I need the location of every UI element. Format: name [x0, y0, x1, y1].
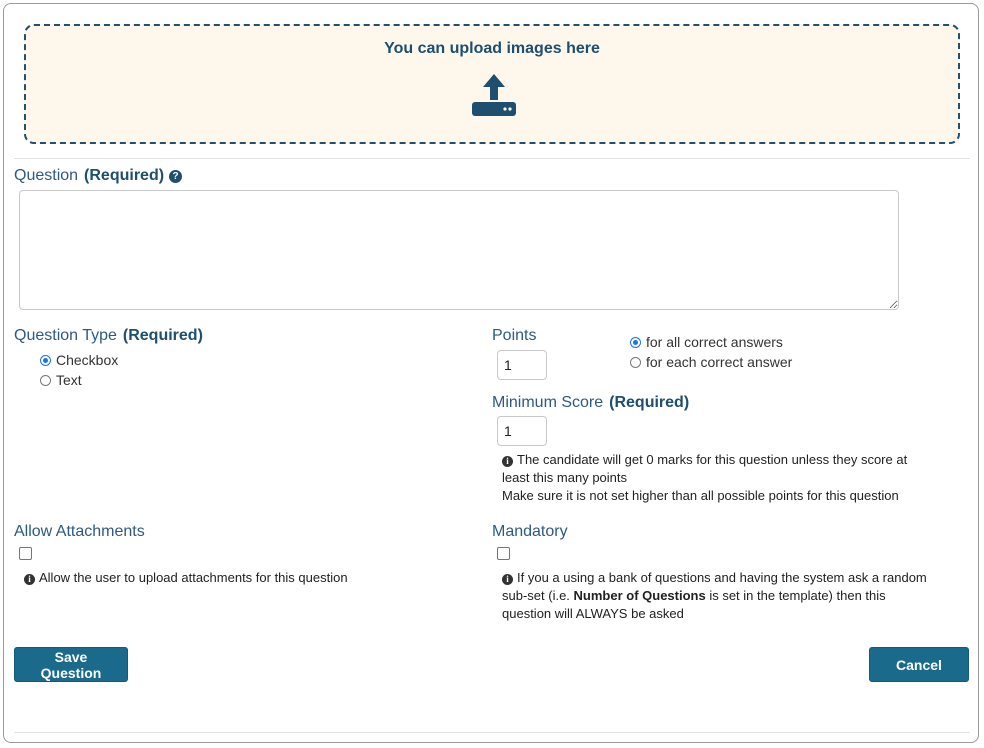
- question-type-option-checkbox[interactable]: [40, 352, 118, 368]
- required-marker: (Required): [84, 167, 165, 184]
- radio-button-checkbox[interactable]: [40, 355, 51, 366]
- mandatory-help: [502, 569, 927, 623]
- minimum-score-input[interactable]: [497, 416, 547, 446]
- help-text: If you a using a bank of questions and having the system ask a random: [517, 570, 927, 585]
- help-text-bold: Number of Questions: [573, 588, 706, 603]
- points-label: Points: [492, 327, 537, 344]
- question-type-label-text: Question Type: [14, 327, 117, 344]
- allow-attachments-checkbox[interactable]: [19, 547, 32, 560]
- required-marker: (Required): [122, 327, 203, 344]
- allow-attachments-label: Allow Attachments: [14, 523, 145, 540]
- radio-button-text[interactable]: [40, 375, 51, 386]
- help-text: question will ALWAYS be asked: [502, 606, 684, 621]
- radio-button-all-correct[interactable]: [630, 337, 641, 348]
- help-text: sub-set (i.e.: [502, 588, 574, 603]
- radio-label: for each correct answer: [646, 354, 793, 370]
- upload-tray-icon: [471, 72, 517, 118]
- question-type-label: [14, 327, 203, 345]
- minimum-score-help: [502, 451, 907, 505]
- minimum-score-label: [492, 394, 689, 412]
- minimum-score-label-text: Minimum Score: [492, 394, 604, 411]
- info-circle-icon: i: [502, 456, 513, 467]
- points-input[interactable]: [497, 350, 547, 380]
- question-label-text: Question: [14, 167, 79, 184]
- radio-label: Checkbox: [56, 352, 119, 368]
- question-circle-icon[interactable]: ?: [169, 170, 182, 183]
- mandatory-checkbox[interactable]: [497, 547, 510, 560]
- divider: [14, 158, 970, 159]
- info-circle-icon: i: [502, 574, 513, 585]
- question-label: [14, 167, 182, 185]
- help-text: Allow the user to upload attachments for this question: [39, 570, 348, 585]
- cancel-button[interactable]: Cancel: [869, 647, 969, 682]
- divider: [14, 732, 970, 733]
- dropzone-title: You can upload images here: [384, 40, 600, 57]
- save-question-button[interactable]: Save Question: [14, 647, 128, 682]
- image-upload-dropzone[interactable]: [24, 24, 960, 144]
- help-text: Make sure it is not set higher than all possible points for this question: [502, 488, 899, 503]
- help-text: The candidate will get 0 marks for this question unless they score at: [517, 452, 908, 467]
- points-option-all-correct[interactable]: [630, 334, 783, 350]
- question-textarea[interactable]: [19, 190, 899, 310]
- radio-label: for all correct answers: [646, 334, 783, 350]
- allow-attachments-help: [24, 569, 348, 587]
- mandatory-label: Mandatory: [492, 523, 568, 540]
- info-circle-icon: i: [24, 574, 35, 585]
- radio-button-each-correct[interactable]: [630, 357, 641, 368]
- help-text: least this many points: [502, 470, 628, 485]
- question-type-option-text[interactable]: [40, 372, 82, 388]
- required-marker: (Required): [609, 394, 690, 411]
- points-option-each-correct[interactable]: [630, 354, 792, 370]
- radio-label: Text: [56, 372, 82, 388]
- help-text: is set in the template) then this: [705, 588, 886, 603]
